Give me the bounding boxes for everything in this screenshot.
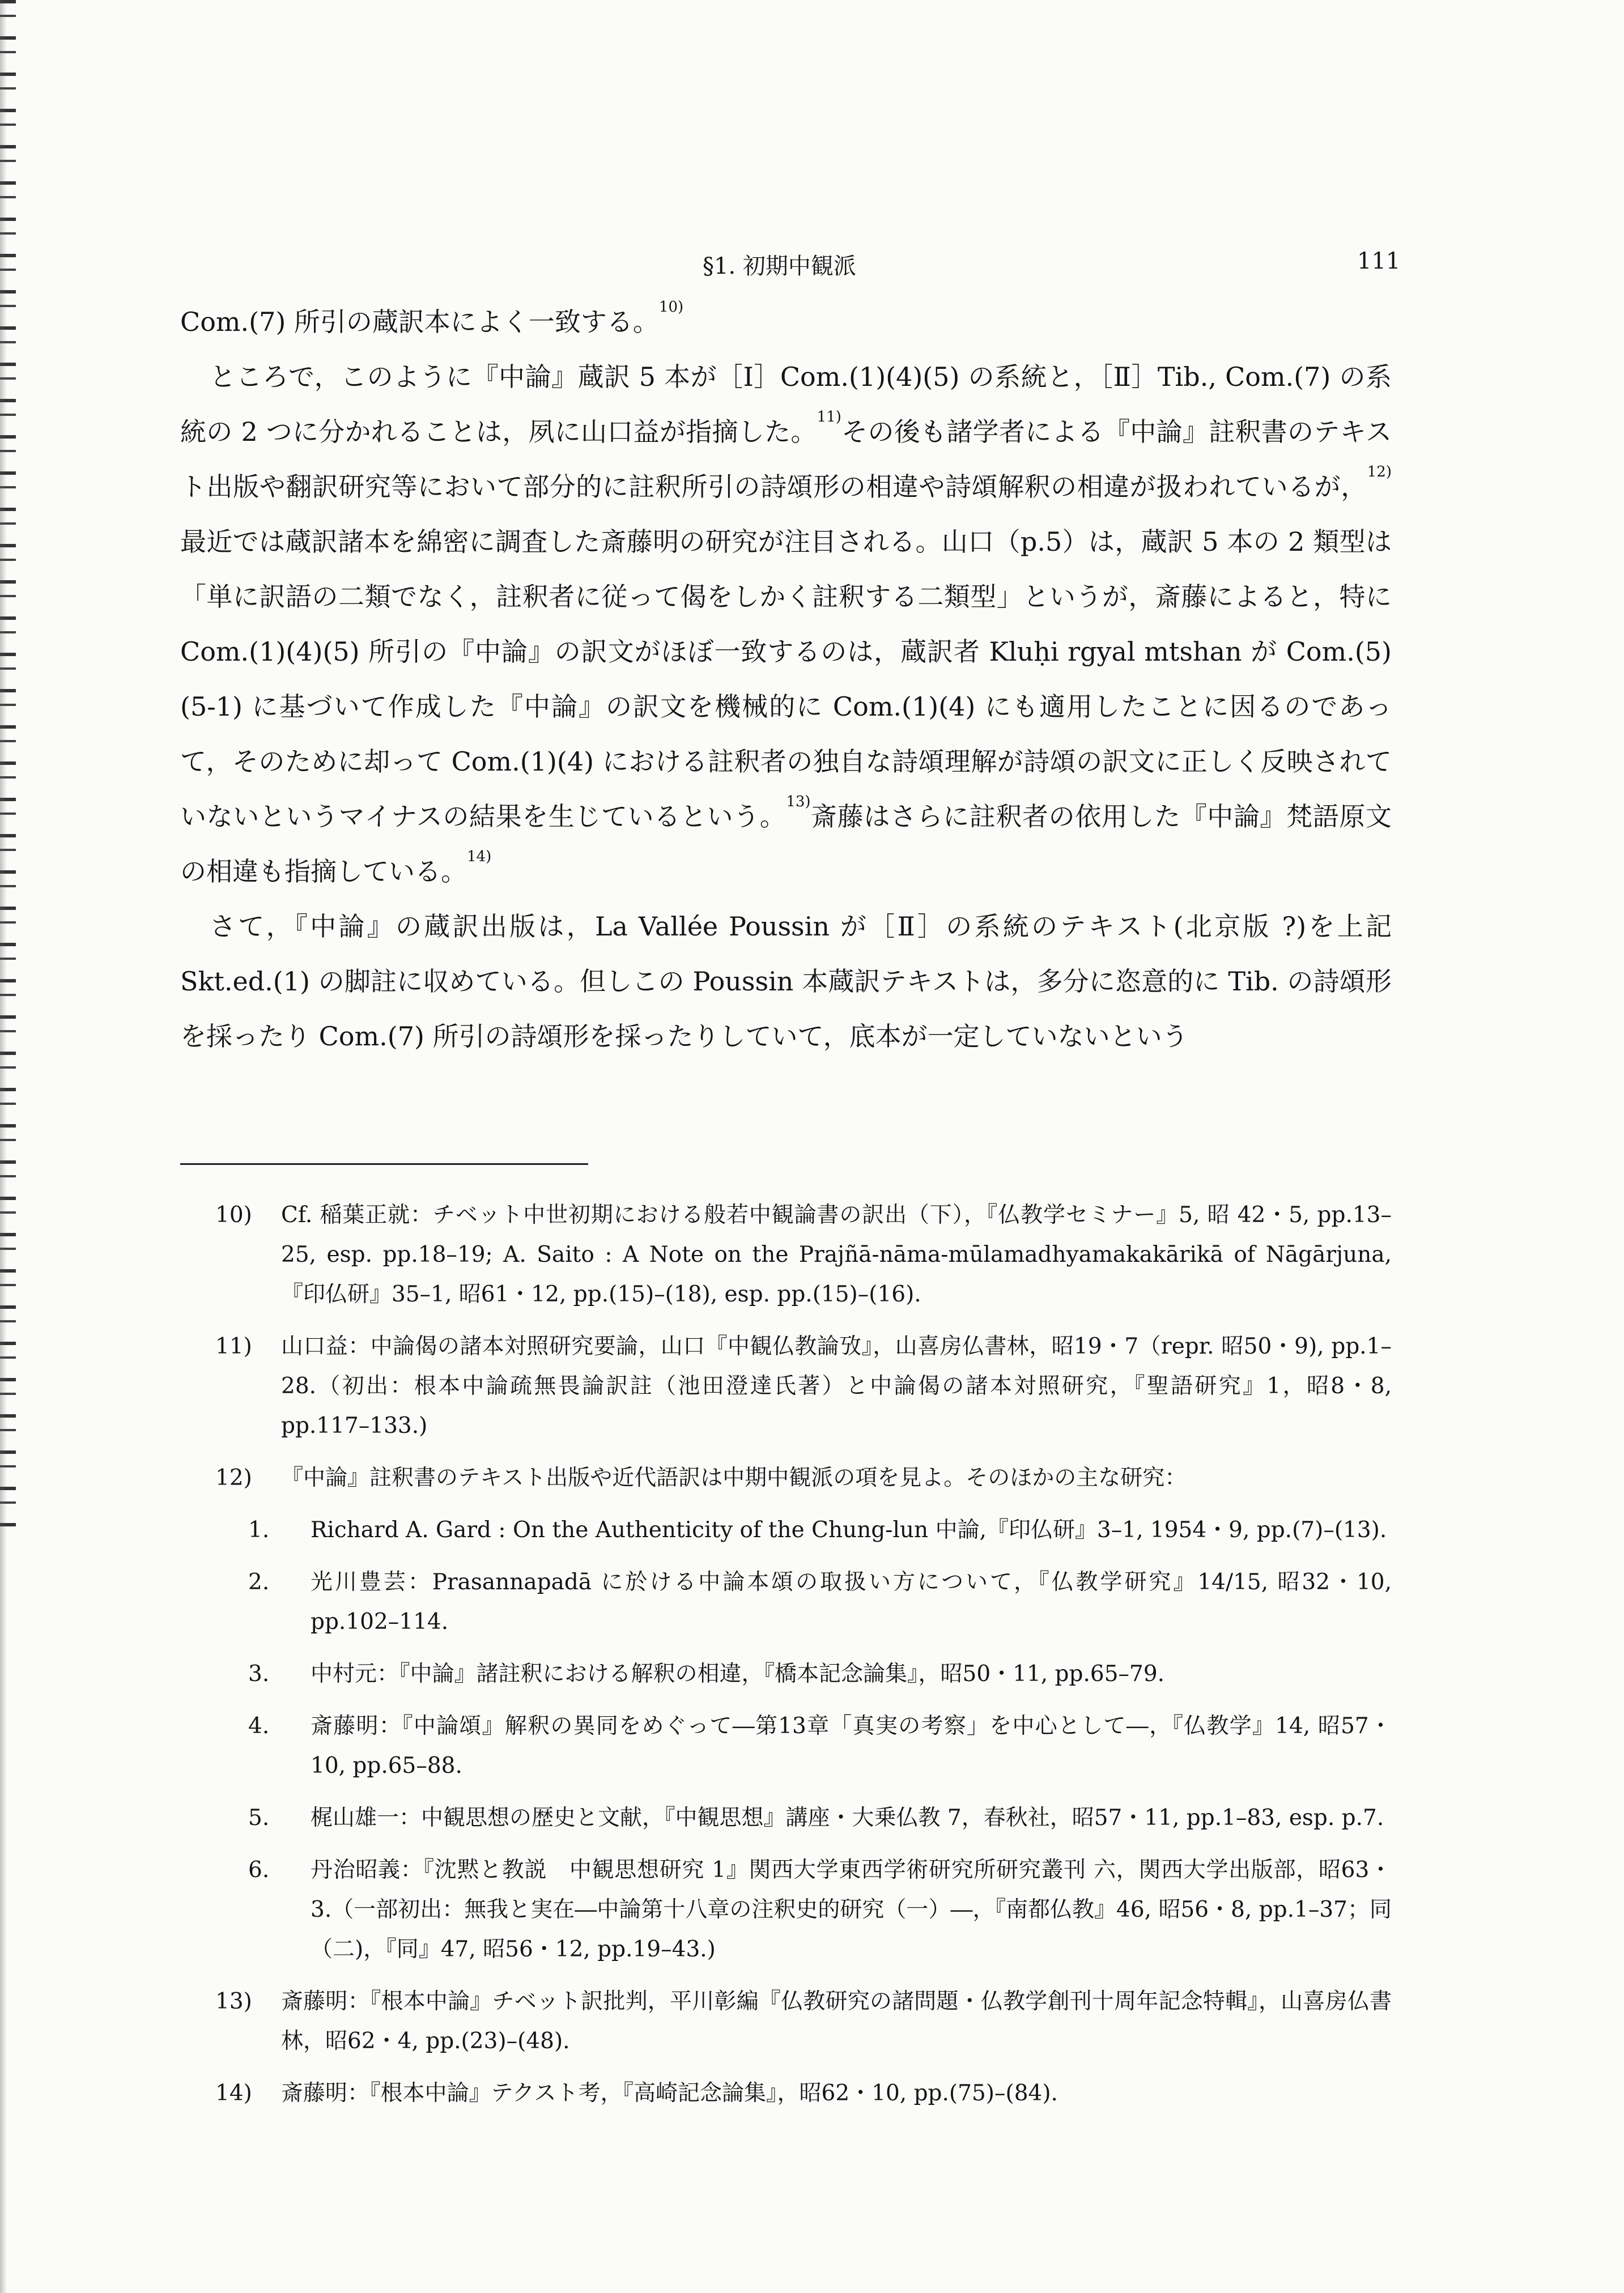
footnote-number: 13) [215,1989,252,2014]
footnote-text: 山口益：中論偈の諸本対照研究要論，山口『中観仏教論攷』，山喜房仏書林，昭19・7（repr. 昭50・9), pp.1–28.（初出：根本中論疏無畏論訳註（池田澄達氏著）と中論偈の諸本対照研究，『聖語研究』1，昭8・8, pp.117–133.) [281,1334,1392,1439]
footnotes [180,1196,1392,2126]
page-number: 111 [1357,248,1401,274]
paragraph-2-part-c: 最近では蔵訳諸本を綿密に調査した斎藤明の研究が注目される。山口（p.5）は，蔵訳 5 本の 2 類型は「単に訳語の二類でなく，註釈者に従って偈をしかく註釈する二類型」というが，斎藤によると，特に Com.(1)(4)(5) 所引の『中論』の訳文がほぼ一致するのは，蔵訳者 Kluḥi rgyal mtshan が Com.(5)(5-1) に基づいて作成した『中論』の訳文を機械的に Com.(1)(4) にも適用したことに因るのであって，そのために却って Com.(1)(4) における註釈者の独自な詩頌理解が詩頌の訳文に正しく反映されていないというマイナスの結果を生じているという。 [180,526,1392,832]
footnote-text: Cf. 稲葉正就：チベット中世初期における般若中観論書の訳出（下），『仏教学セミナー』5, 昭 42・5, pp.13–25, esp. pp.18–19; A. Saito : A Note on the Prajñā-nāma-mūlamadhyamakakārikā of Nāgārjuna,『印仏研』35–1, 昭61・12, pp.(15)–(18), esp. pp.(15)–(16). [281,1202,1392,1307]
section-title: §1. 初期中観派 [703,253,856,279]
footnote-11 [180,1327,1392,1446]
list-number: 6. [248,1857,270,1883]
footnote-ref-11: 11) [817,409,841,426]
footnote-number: 12) [215,1465,252,1491]
footnote-14 [180,2074,1392,2113]
list-text: 丹治昭義：『沈黙と教説 中観思想研究 1』関西大学東西学術研究所研究叢刊 六，関西大学出版部，昭63・3.（一部初出：無我と実在―中論第十八章の注釈史的研究（一）―，『南都仏教』46, 昭56・8, pp.1–37；同（二)，『同』47, 昭56・12, pp.19–43.) [311,1857,1392,1962]
footnote-ref-14: 14) [467,848,492,865]
footnote-12-item-6 [180,1850,1392,1969]
paragraph-1-text: Com.(7) 所引の蔵訳本によく一致する。 [180,307,659,337]
footnote-12-item-1 [180,1511,1392,1550]
paragraph-2-part-b: その後も諸学者による『中論』註釈書のテキスト出版や翻訳研究等において部分的に註釈所引の詩頌形の相違や詩頌解釈の相違が扱われているが， [180,416,1392,502]
list-number: 4. [248,1713,270,1739]
paragraph-3: さて，『中論』の蔵訳出版は，La Vallée Poussin が［Ⅱ］の系統のテキスト(北京版 ?)を上記 Skt.ed.(1) の脚註に収めている。但しこの Poussin 本蔵訳テキストは，多分に恣意的に Tib. の詩頌形を採ったり Com.(7) 所引の詩頌形を採ったりしていて，底本が一定していないという [180,911,1392,1052]
footnote-ref-10: 10) [658,299,684,316]
list-text: 中村元：『中論』諸註釈における解釈の相違，『橋本記念論集』，昭50・11, pp.65–79. [311,1661,1165,1687]
scan-edge-shadow [0,0,7,2293]
footnote-13 [180,1982,1392,2061]
footnote-number: 14) [215,2081,252,2106]
footnote-divider [180,1163,588,1165]
list-number: 3. [248,1661,270,1687]
footnote-12-item-2 [180,1563,1392,1642]
footnote-10 [180,1196,1392,1314]
main-text [180,295,1392,1064]
list-text: 光川豊芸：Prasannapadā に於ける中論本頌の取扱い方について，『仏教学研究』14/15, 昭32・10, pp.102–114. [311,1569,1392,1635]
footnote-number: 11) [215,1334,252,1359]
paragraph-2-part-a: ところで，このように『中論』蔵訳 5 本が［Ⅰ］Com.(1)(4)(5) の系統と，［Ⅱ］Tib., Com.(7) の系統の 2 つに分かれることは，夙に山口益が指摘した。 [180,361,1392,447]
list-text: 斎藤明：『中論頌』解釈の異同をめぐって―第13章「真実の考察」を中心として―，『仏教学』14, 昭57・10, pp.65–88. [311,1713,1392,1779]
paragraph-2-part-d: 斎藤はさらに註釈者の依用した『中論』梵語原文の相違も指摘している。 [180,801,1392,887]
footnote-text: 『中論』註釈書のテキスト出版や近代語訳は中期中観派の項を見よ。そのほかの主な研究： [281,1465,1187,1491]
paragraph-2 [180,350,1392,899]
list-text: Richard A. Gard : On the Authenticity of the Chung-lun 中論,『印仏研』3–1, 1954・9, pp.(7)–(13). [311,1517,1387,1543]
list-number: 5. [248,1805,270,1831]
footnote-12-item-5 [180,1798,1392,1838]
list-text: 梶山雄一：中観思想の歴史と文献，『中観思想』講座・大乗仏教 7，春秋社，昭57・11, pp.1–83, esp. p.7. [311,1805,1384,1831]
list-number: 2. [248,1569,270,1595]
paragraph-1 [180,295,1392,350]
footnote-text: 斎藤明：『根本中論』チベット訳批判，平川彰編『仏教研究の諸問題・仏教学創刊十周年記念特輯』，山喜房仏書林，昭62・4, pp.(23)–(48). [281,1989,1392,2054]
footnote-number: 10) [215,1202,252,1228]
footnote-ref-12: 12) [1367,463,1392,480]
footnote-12-item-4 [180,1707,1392,1786]
footnote-text: 斎藤明：『根本中論』テクスト考，『高崎記念論集』，昭62・10, pp.(75)–(84). [281,2081,1058,2106]
footnote-12 [180,1458,1392,1498]
footnote-12-item-3 [180,1654,1392,1694]
list-number: 1. [248,1517,270,1543]
running-header [0,248,1624,282]
footnote-ref-13: 13) [786,793,811,810]
